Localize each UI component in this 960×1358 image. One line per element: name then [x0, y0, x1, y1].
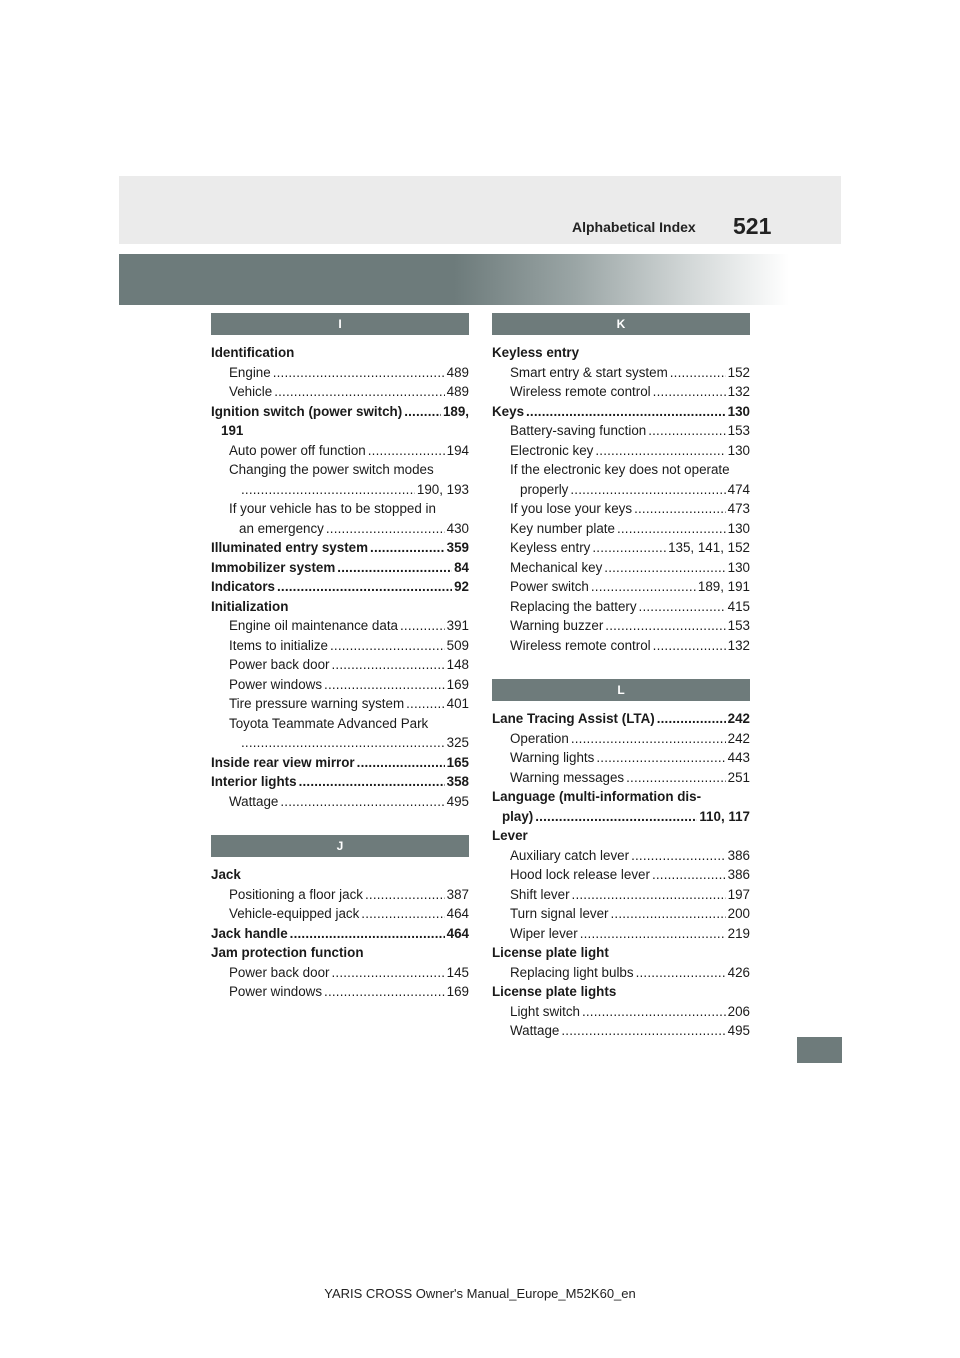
entry-text: Mechanical key: [510, 559, 603, 575]
index-entry: [211, 441, 469, 461]
dot-leader: [617, 519, 726, 539]
index-entry: [211, 885, 469, 905]
entry-text: If your vehicle has to be stopped in: [229, 501, 436, 516]
entry-text: Wattage: [510, 1023, 560, 1038]
dot-leader: [570, 480, 725, 500]
entry-text: play): [502, 808, 534, 824]
entry-text: Keyless entry: [510, 540, 591, 555]
index-entry: [492, 807, 750, 827]
page-reference: 430: [446, 520, 469, 536]
entry-text: Auxiliary catch lever: [510, 847, 630, 863]
index-entry: [211, 421, 469, 441]
dot-leader: [357, 753, 445, 773]
index-entry: [492, 558, 750, 578]
footer-manual-id: YARIS CROSS Owner's Manual_Europe_M52K60_en: [324, 1286, 636, 1301]
page-reference: 474: [727, 481, 750, 497]
entry-text: Wattage: [229, 793, 279, 809]
index-entry: [211, 363, 469, 383]
index-entry: [492, 538, 750, 558]
index-entry: [211, 480, 469, 500]
entry-text: Wiper lever: [510, 925, 578, 941]
index-entry: [492, 787, 750, 807]
dot-leader: [605, 616, 725, 636]
entry-text: Replacing light bulbs: [510, 964, 634, 980]
entry-text: Lever: [492, 828, 528, 843]
page-reference: 135, 141, 152: [668, 540, 750, 555]
entry-text: Language (multi-information dis-: [492, 789, 702, 804]
page-reference: 153: [727, 618, 750, 633]
page-reference: 251: [727, 769, 750, 785]
dot-leader: [331, 655, 444, 675]
entry-text: Initialization: [211, 598, 289, 614]
entry-text: Warning lights: [510, 750, 595, 765]
index-entry: [211, 943, 469, 963]
dot-leader: [639, 597, 726, 617]
letter-header: K: [492, 313, 750, 335]
entry-text: Smart entry & start system: [510, 364, 668, 380]
page-reference: 415: [727, 598, 750, 614]
entry-text: Inside rear view mirror: [211, 754, 355, 770]
index-entry: [492, 904, 750, 924]
dot-leader: [652, 865, 726, 885]
entry-text: Tire pressure warning system: [229, 696, 405, 711]
index-entry: [492, 865, 750, 885]
entry-text: Items to initialize: [229, 637, 328, 653]
index-entry: [211, 499, 469, 519]
entry-text: Power back door: [229, 657, 330, 672]
index-entry: [211, 655, 469, 675]
page-reference: 358: [446, 774, 469, 789]
entry-text: 191: [221, 423, 244, 438]
dot-leader: [604, 558, 725, 578]
entry-text: Engine: [229, 364, 271, 380]
letter-header: I: [211, 313, 469, 335]
index-entry: [492, 519, 750, 539]
index-entry: [492, 748, 750, 768]
index-entry: [211, 772, 469, 792]
dot-leader: [580, 924, 726, 944]
index-entry: [211, 519, 469, 539]
dot-leader: [626, 768, 726, 788]
entry-text: Power windows: [229, 676, 323, 692]
entry-text: Positioning a floor jack: [229, 886, 363, 902]
page-reference: 387: [446, 886, 469, 902]
page-reference: 130: [727, 559, 750, 575]
page-reference: 473: [727, 501, 750, 516]
dot-leader: [611, 904, 726, 924]
dot-leader: [636, 963, 726, 983]
page-reference: 84: [454, 559, 469, 575]
dot-leader: [648, 421, 725, 441]
entry-text: Key number plate: [510, 520, 615, 536]
entry-text: Jack: [211, 867, 241, 882]
dot-leader: [653, 382, 726, 402]
dot-leader: [330, 636, 445, 656]
entry-text: Replacing the battery: [510, 598, 637, 614]
index-entry: [211, 577, 469, 597]
index-entry: [492, 363, 750, 383]
page-reference: 169: [446, 984, 469, 999]
entry-text: Power back door: [229, 964, 330, 980]
dot-leader: [653, 636, 726, 656]
dot-leader: [361, 904, 444, 924]
page-reference: 189,: [442, 403, 469, 419]
dot-leader: [561, 1021, 725, 1041]
index-entry: [492, 402, 750, 422]
page-reference: 386: [727, 847, 750, 863]
entry-text: Toyota Teammate Advanced Park: [229, 715, 429, 731]
index-entry: [211, 538, 469, 558]
entry-text: Vehicle-equipped jack: [229, 906, 360, 921]
dot-leader: [631, 846, 726, 866]
dot-leader: [657, 709, 726, 729]
dot-leader: [326, 519, 445, 539]
entry-text: Keyless entry: [492, 345, 580, 360]
page-number: 521: [733, 213, 772, 239]
index-entry: [492, 963, 750, 983]
entry-text: Identification: [211, 345, 295, 360]
decorative-gradient-bar: [119, 254, 789, 305]
index-entry: [492, 480, 750, 500]
index-column-left: [211, 313, 469, 1002]
page-reference: 130: [727, 442, 750, 458]
index-entry: [211, 982, 469, 1002]
index-entry: [492, 421, 750, 441]
entry-text: properly: [520, 481, 569, 497]
index-entry: [211, 733, 469, 753]
index-entry: [492, 616, 750, 636]
page-reference: 242: [727, 711, 750, 726]
dot-leader: [280, 792, 444, 812]
index-entry: [492, 441, 750, 461]
page-reference: 495: [727, 1023, 750, 1038]
page-reference: 92: [454, 579, 469, 594]
page-reference: 165: [446, 754, 469, 770]
index-entry: [492, 826, 750, 846]
page-reference: 386: [727, 867, 750, 882]
entry-text: Jack handle: [211, 925, 288, 941]
entry-text: If the electronic key does not operate: [510, 462, 730, 477]
page-reference: 145: [446, 964, 469, 980]
page-reference: 426: [727, 964, 750, 980]
page-reference: 148: [446, 657, 469, 672]
entry-text: Illuminated entry system: [211, 540, 369, 555]
dot-leader: [273, 363, 445, 383]
entry-text: Warning buzzer: [510, 618, 604, 633]
page-reference: 495: [446, 793, 469, 809]
entry-text: License plate light: [492, 945, 609, 960]
page-reference: 189, 191: [697, 579, 750, 594]
page-reference: 489: [446, 364, 469, 380]
index-entry: [492, 885, 750, 905]
dot-leader: [331, 963, 444, 983]
dot-leader: [324, 982, 445, 1002]
page-reference: 391: [446, 618, 469, 633]
page-reference: 325: [446, 735, 469, 750]
index-entry: [211, 382, 469, 402]
entry-text: Immobilizer system: [211, 559, 336, 575]
page-reference: 200: [727, 906, 750, 921]
dot-leader: [582, 1002, 726, 1022]
entry-text: Jam protection function: [211, 945, 364, 960]
index-entry: [211, 924, 469, 944]
dot-leader: [337, 558, 452, 578]
entry-text: Engine oil maintenance data: [229, 618, 398, 633]
index-entry: [492, 768, 750, 788]
index-entry: [492, 382, 750, 402]
dot-leader: [595, 441, 725, 461]
dot-leader: [324, 675, 445, 695]
dot-leader: [571, 729, 726, 749]
page-reference: 153: [727, 423, 750, 438]
page-reference: 130: [727, 403, 750, 419]
dot-leader: [535, 807, 697, 827]
index-entry: [211, 753, 469, 773]
entry-text: Electronic key: [510, 442, 594, 458]
index-entry: [492, 577, 750, 597]
dot-leader: [290, 924, 445, 944]
entry-text: Lane Tracing Assist (LTA): [492, 711, 655, 726]
entry-text: Turn signal lever: [510, 906, 609, 921]
entry-text: Battery-saving function: [510, 423, 647, 438]
entry-text: Wireless remote control: [510, 384, 651, 399]
entry-text: Operation: [510, 730, 569, 746]
entry-text: If you lose your keys: [510, 501, 633, 516]
dot-leader: [368, 441, 445, 461]
page-reference: 359: [446, 540, 469, 555]
index-entry: [492, 943, 750, 963]
index-entry: [211, 597, 469, 617]
dot-leader: [277, 577, 452, 597]
index-entry: [492, 846, 750, 866]
dot-leader: [241, 480, 415, 500]
entry-text: Hood lock release lever: [510, 867, 650, 882]
dot-leader: [400, 616, 445, 636]
page-reference: 464: [446, 925, 469, 941]
index-entry: [211, 402, 469, 422]
dot-leader: [365, 885, 445, 905]
index-entry: [492, 597, 750, 617]
index-entry: [211, 963, 469, 983]
dot-leader: [526, 402, 726, 422]
index-entry: [492, 924, 750, 944]
letter-header: L: [492, 679, 750, 701]
page-reference: 132: [727, 384, 750, 399]
entry-text: Auto power off function: [229, 442, 366, 458]
page-reference: 206: [727, 1003, 750, 1019]
page-reference: 489: [446, 384, 469, 399]
index-entry: [211, 460, 469, 480]
entry-text: Power windows: [229, 984, 323, 999]
page-reference: 132: [727, 637, 750, 653]
dot-leader: [596, 748, 725, 768]
dot-leader: [592, 538, 666, 558]
dot-leader: [406, 694, 445, 714]
dot-leader: [274, 382, 444, 402]
index-entry: [492, 729, 750, 749]
dot-leader: [634, 499, 726, 519]
entry-text: Vehicle: [229, 384, 273, 399]
index-entry: [492, 709, 750, 729]
index-entry: [211, 694, 469, 714]
dot-leader: [670, 363, 726, 383]
page-reference: 219: [727, 925, 750, 941]
index-entry: [492, 1021, 750, 1041]
entry-text: Shift lever: [510, 886, 570, 902]
thumb-index-tab: [797, 1037, 842, 1063]
entry-text: Ignition switch (power switch): [211, 403, 403, 419]
entry-text: Keys: [492, 403, 525, 419]
entry-text: Indicators: [211, 579, 275, 594]
page-reference: 509: [446, 637, 469, 653]
index-entry: [211, 343, 469, 363]
index-entry: [211, 616, 469, 636]
dot-leader: [299, 772, 445, 792]
entry-text: Warning messages: [510, 769, 625, 785]
page-reference: 190, 193: [416, 481, 469, 497]
page-reference: 130: [727, 520, 750, 536]
index-column-right: [492, 313, 750, 1041]
entry-text: an emergency: [239, 520, 324, 536]
index-entry: [211, 636, 469, 656]
index-entry: [492, 499, 750, 519]
index-entry: [211, 675, 469, 695]
index-entry: [492, 460, 750, 480]
page-reference: 110, 117: [699, 808, 750, 824]
entry-text: Wireless remote control: [510, 637, 651, 653]
index-entry: [492, 1002, 750, 1022]
index-entry: [492, 636, 750, 656]
index-entry: [211, 714, 469, 734]
page-reference: 443: [727, 750, 750, 765]
page-reference: 401: [446, 696, 469, 711]
entry-text: License plate lights: [492, 984, 617, 999]
index-entry: [211, 792, 469, 812]
entry-text: Interior lights: [211, 774, 297, 789]
section-title: Alphabetical Index: [572, 219, 696, 235]
index-entry: [211, 904, 469, 924]
dot-leader: [404, 402, 441, 422]
index-entry: [492, 982, 750, 1002]
dot-leader: [572, 885, 726, 905]
index-entry: [492, 343, 750, 363]
entry-text: Power switch: [510, 579, 589, 594]
entry-text: Changing the power switch modes: [229, 462, 434, 477]
page-reference: 152: [727, 364, 750, 380]
letter-header: J: [211, 835, 469, 857]
page-reference: 194: [446, 442, 469, 458]
index-entry: [211, 558, 469, 578]
entry-text: Light switch: [510, 1003, 580, 1019]
index-entry: [211, 865, 469, 885]
dot-leader: [591, 577, 696, 597]
page-reference: 197: [727, 886, 750, 902]
page-reference: 242: [727, 730, 750, 746]
dot-leader: [370, 538, 445, 558]
page-reference: 464: [446, 906, 469, 921]
page-reference: 169: [446, 676, 469, 692]
dot-leader: [241, 733, 445, 753]
